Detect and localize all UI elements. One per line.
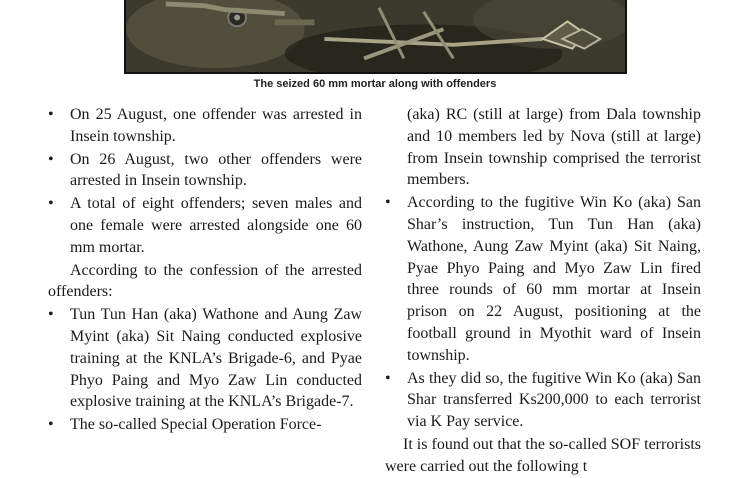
bullet-marker: • [48, 106, 54, 123]
list-item-text: Tun Tun Han (aka) Wathone and Aung Zaw Myint (aka) Sit Naing conducted explosive training at the KNLA’s Brigade-6, and Pyae Phyo Paing and Myo Zaw Lin conducted explosive training at the KNLA’s Brigade-7. [70, 306, 362, 411]
list-item-text: As they did so, the fugitive Win Ko (aka) San Shar transferred Ks200,000 to each terrorist via K Pay service. [407, 369, 701, 431]
list-item [48, 414, 362, 436]
mortar-illustration [126, 0, 625, 72]
bullet-marker: • [48, 416, 54, 434]
list-item [48, 304, 362, 413]
list-item-text: On 26 August, two other offenders were arrested in Insein township. [70, 150, 362, 190]
photo-caption: The seized 60 mm mortar along with offenders [253, 78, 497, 90]
bullet-marker: • [48, 306, 54, 324]
list-item-text: On 25 August, one offender was arrested in Insein township. [70, 106, 362, 145]
bullet-marker: • [385, 194, 391, 212]
list-item-text: The so-called Special Operation Force- [70, 416, 322, 434]
confession-paragraph: According to the confession of the arrested offenders: [48, 261, 362, 301]
continued-list-text: (aka) RC (still at large) from Dala township and 10 members led by Nova (still at large) from Insein township comprised the terrorist members. [407, 106, 701, 189]
sof-paragraph: It is found out that the so-called SOF terrorists were carried out the following t [385, 435, 701, 475]
list-item [48, 104, 362, 148]
mortar-photo [124, 0, 627, 74]
bullet-marker: • [385, 369, 391, 387]
left-column [48, 104, 362, 437]
list-item [48, 149, 362, 193]
list-item [48, 193, 362, 258]
list-item-text: A total of eight offenders; seven males and one female were arrested alongside one 60 mm mortar. [70, 195, 362, 256]
bullet-marker: • [48, 195, 54, 213]
list-item-text: According to the fugitive Win Ko (aka) San Shar’s instruction, Tun Tun Han (aka) Wathone, Aung Zaw Myint (aka) Sit Naing, Pyae Phyo Paing and Myo Zaw Lin fired three rounds of 60 mm mortar at Insein prison on 22 August, positioning at the football ground in Myothit ward of Insein township. [407, 194, 701, 364]
list-item [385, 368, 701, 433]
bullet-marker: • [48, 150, 54, 168]
list-item [385, 192, 701, 366]
right-column [385, 104, 701, 478]
